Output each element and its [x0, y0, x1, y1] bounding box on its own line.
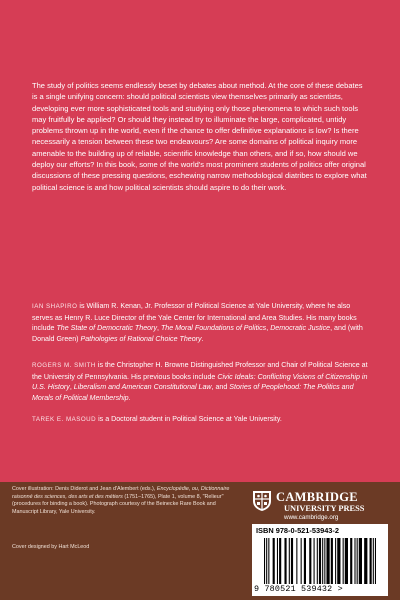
barcode-bar: [277, 538, 278, 584]
barcode-bar: [345, 538, 348, 584]
barcode-bar: [373, 538, 374, 584]
barcode-bar: [337, 538, 340, 584]
book-blurb: The study of politics seems endlessly beset by debates about method. At the core of these debates is a single unifying concern: should political scientists view themselves primarily as scientists, developing ever more sophisticated tools and studying only those phenomena to which such tools may fruitfully be applied? Or should they instead try to illuminate the large, complicated, untidy problems thrown up in the world, even if the chance to offer definitive explanations is low? Is there necessarily a tension between these two endeavours? Are some domains of political inquiry more amenable to the building up of reliable, scientific knowledge than others, and if so, how should we deploy our efforts? In this book, some of the world's most prominent students of politics offer original discussions of these pressing questions, eschewing narrow methodological diatribes to explore what political science is and how political scientists should aspire to do their work.: [32, 81, 367, 192]
author-name: TAREK E. MASOUD: [32, 416, 97, 423]
publisher-name: CAMBRIDGE: [276, 490, 358, 504]
barcode-bar: [291, 538, 293, 584]
cover-designer-credit: Cover designed by Hart McLeod: [12, 544, 90, 550]
university-crest-icon: [252, 490, 272, 512]
barcode-bar: [375, 538, 376, 584]
barcode-bar: [357, 538, 358, 584]
barcode-bar: [359, 538, 362, 584]
isbn-number: ISBN 978-0-521-53943-2: [256, 526, 339, 535]
barcode-bar: [289, 538, 290, 584]
barcode-bar: [301, 538, 302, 584]
barcode-bar: [273, 538, 275, 584]
author-bio-smith: ROGERS M. SMITH is the Christopher H. Browne Distinguished Professor and Chair of Political Science at the University of Pennsylvania. His previous books include Civic Ideals: Conflicting Visions of Citizenship in U.S. History, Liberalism and American Constitutional Law, and Stories of Peoplehood: The Politics and Morals of Political Membership.: [32, 361, 368, 402]
barcode-bar: [284, 538, 286, 584]
author-bio-shapiro: IAN SHAPIRO is William R. Kenan, Jr. Professor of Political Science at Yale University, where he also serves as Henry R. Luce Director of the Yale Center for International and Area Studies. His many books include The State of Democratic Theory, The Moral Foundations of Politics, Democratic Justice, and (with Donald Green) Pathologies of Rational Choice Theory.: [32, 302, 363, 343]
barcode-bar: [309, 538, 311, 584]
barcode-bar: [279, 538, 281, 584]
barcode-bar: [317, 538, 318, 584]
barcode-icon: [262, 538, 378, 584]
barcode-bar: [319, 538, 321, 584]
author-name: ROGERS M. SMITH: [32, 362, 96, 369]
barcode-bar: [266, 538, 267, 584]
isbn-barcode-panel: [252, 524, 388, 596]
publisher-website[interactable]: www.cambridge.org: [284, 514, 339, 521]
barcode-bar: [326, 538, 329, 584]
barcode-bar: [268, 538, 269, 584]
barcode-bar: [304, 538, 306, 584]
barcode-bar: [324, 538, 325, 584]
barcode-bar: [354, 538, 355, 584]
barcode-bar: [322, 538, 323, 584]
barcode-bar: [296, 538, 297, 584]
barcode-bar: [370, 538, 372, 584]
barcode-bar: [314, 538, 315, 584]
barcode-digits: 9 780521 539432 >: [254, 584, 343, 594]
author-bio-masoud: TAREK E. MASOUD is a Doctoral student in Political Science at Yale University.: [32, 415, 282, 423]
barcode-bar: [335, 538, 336, 584]
publisher-subtitle: UNIVERSITY PRESS: [284, 504, 365, 513]
barcode-bar: [264, 538, 265, 584]
cover-credits: Cover illustration: Denis Diderot and Jean d'Alembert (eds.), Encyclopédie, ou, Dictionnaire raisonné des sciences, des arts et des métiers (1751–1765), Plate 1, volume 8, "Relieur" (procedures for binding a book). Photograph courtesy of the Beinecke Rare Book and Manuscript Library, Yale University.: [12, 486, 230, 515]
barcode-bar: [350, 538, 352, 584]
barcode-bar: [343, 538, 344, 584]
barcode-bar: [331, 538, 333, 584]
author-name: IAN SHAPIRO: [32, 303, 78, 310]
barcode-bar: [364, 538, 367, 584]
